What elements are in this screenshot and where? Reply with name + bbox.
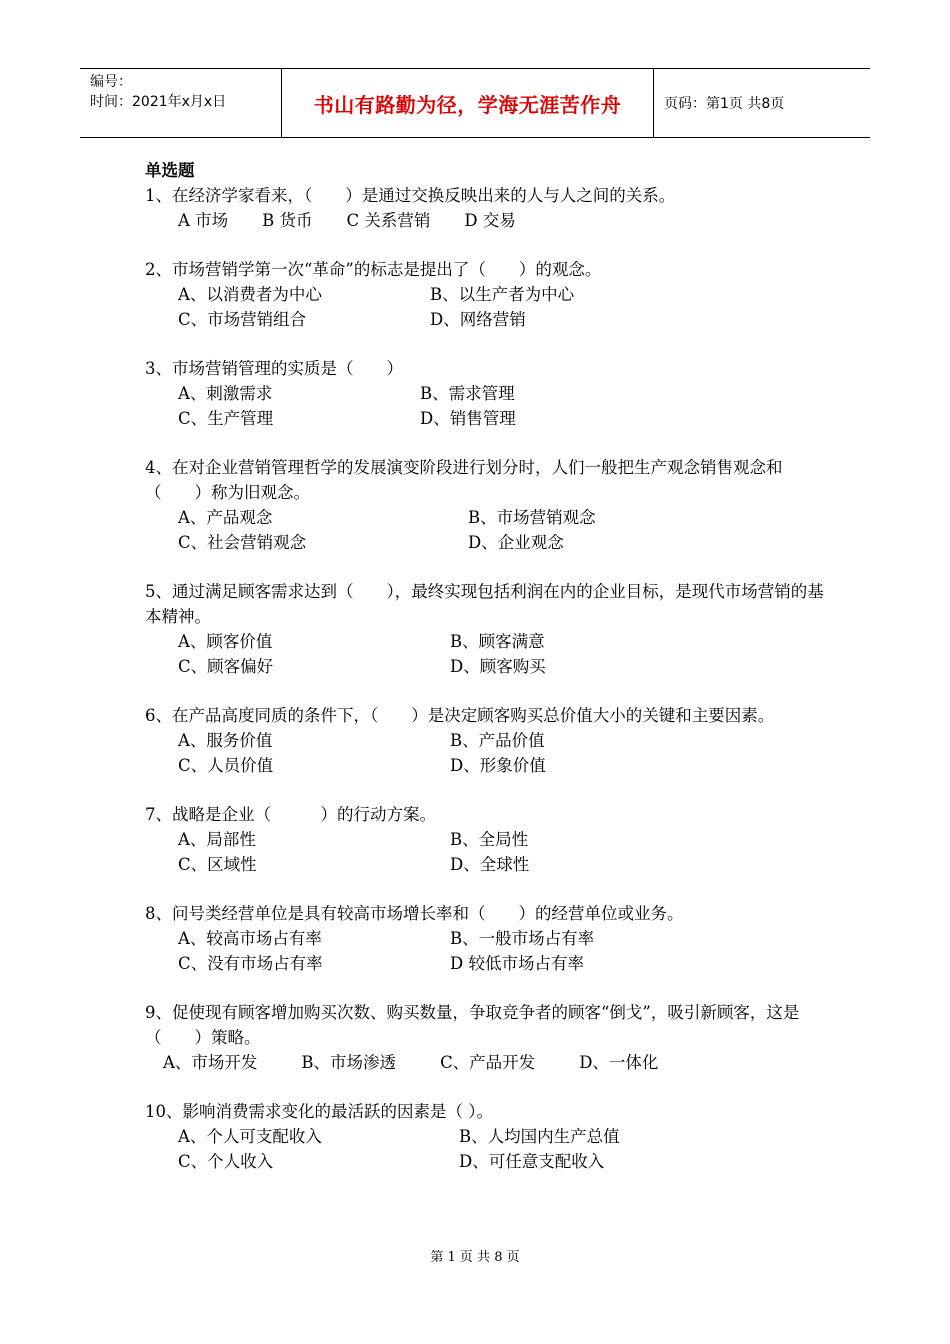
option-a: A、局部性 [178,830,256,849]
option-row [145,505,825,530]
option-d: D、网络营销 [430,310,526,329]
option-d: D、形象价值 [450,756,546,775]
option-d: D、一体化 [579,1053,659,1072]
question-2 [145,257,825,332]
option-a: A、个人可支配收入 [178,1127,322,1146]
document-number: 编号： [90,74,132,90]
question-text: 2、市场营销学第一次“革命”的标志是提出了（ ）的观念。 [145,260,602,279]
question-text: 4、在对企业营销管理哲学的发展演变阶段进行划分时，人们一般把生产观念销售观念和（ ）称为旧观念。 [145,458,783,502]
question-text: 7、战略是企业（ ）的行动方案。 [145,805,436,824]
question-text: 6、在产品高度同质的条件下，（ ）是决定顾客购买总价值大小的关键和主要因素。 [145,706,775,725]
option-row [145,852,825,877]
question-7 [145,802,825,877]
option-row [145,926,825,951]
option-c: C、区域性 [178,855,257,874]
option-b: B、一般市场占有率 [450,929,595,948]
option-d: D 交易 [464,211,516,230]
option-b: B、全局性 [450,830,529,849]
question-5 [145,579,825,679]
header-motto: 书山有路勤为径，学海无涯苦作舟 [282,69,654,137]
option-row [145,728,825,753]
option-row [145,208,825,233]
question-1 [145,183,825,233]
option-d: D 较低市场占有率 [450,954,584,973]
option-a: A、产品观念 [178,508,273,527]
document-date: 时间：2021年x月x日 [90,94,227,110]
option-a: A、顾客价值 [178,632,273,651]
question-10 [145,1099,825,1174]
option-b: B 货币 [262,211,313,230]
question-6 [145,703,825,778]
option-row [145,951,825,976]
header-page-info: 页码：第1页 共8页 [664,96,785,112]
option-row [145,381,825,406]
option-b: B、市场营销观念 [468,508,596,527]
option-row [145,307,825,332]
option-row [145,1149,825,1174]
option-b: B、人均国内生产总值 [459,1127,620,1146]
question-text: 5、通过满足顾客需求达到（ ），最终实现包括利润在内的企业目标，是现代市场营销的基本精神。 [145,582,824,626]
option-a: A、服务价值 [178,731,273,750]
option-d: D、企业观念 [468,533,564,552]
question-text: 9、促使现有顾客增加购买次数、购买数量，争取竞争者的顾客“倒戈”，吸引新顾客，这是（ ）策略。 [145,1003,800,1047]
option-row [145,530,825,555]
option-row [145,629,825,654]
option-c: C、个人收入 [178,1152,274,1171]
question-3 [145,356,825,431]
option-c: C、没有市场占有率 [178,954,323,973]
section-title: 单选题 [145,161,195,180]
option-d: D、全球性 [450,855,530,874]
question-text: 1、在经济学家看来，（ ）是通过交换反映出来的人与人之间的关系。 [145,186,676,205]
option-a: A、刺激需求 [178,384,273,403]
option-row [145,753,825,778]
option-c: C、社会营销观念 [178,533,307,552]
option-b: B、顾客满意 [450,632,545,651]
option-c: C 关系营销 [346,211,431,230]
option-a: A、以消费者为中心 [178,285,322,304]
option-c: C、生产管理 [178,409,274,428]
option-row [145,654,825,679]
question-list [145,158,825,1198]
page-footer: 第 1 页 共 8 页 [430,1250,520,1265]
option-row [145,406,825,431]
question-text: 10、影响消费需求变化的最活跃的因素是（ ）。 [145,1102,493,1121]
option-c: C、产品开发 [440,1053,536,1072]
question-8 [145,901,825,976]
question-text: 3、市场营销管理的实质是（ ） [145,359,403,378]
option-b: B、以生产者为中心 [430,285,575,304]
question-9 [145,1000,825,1075]
option-c: C、市场营销组合 [178,310,307,329]
option-b: B、市场渗透 [301,1053,397,1072]
option-d: D、顾客购买 [450,657,546,676]
option-b: B、产品价值 [450,731,545,750]
option-b: B、需求管理 [420,384,515,403]
option-a: A、市场开发 [163,1053,258,1072]
option-row [145,282,825,307]
header-meta [80,69,282,137]
option-c: C、顾客偏好 [178,657,274,676]
option-row [145,1050,825,1075]
question-4 [145,455,825,555]
option-a: A 市场 [178,211,229,230]
option-a: A、较高市场占有率 [178,929,322,948]
option-row [145,1124,825,1149]
option-d: D、销售管理 [420,409,516,428]
page-header [80,68,870,138]
question-text: 8、问号类经营单位是具有较高市场增长率和（ ）的经营单位或业务。 [145,904,684,923]
option-row [145,827,825,852]
option-d: D、可任意支配收入 [459,1152,605,1171]
option-c: C、人员价值 [178,756,274,775]
